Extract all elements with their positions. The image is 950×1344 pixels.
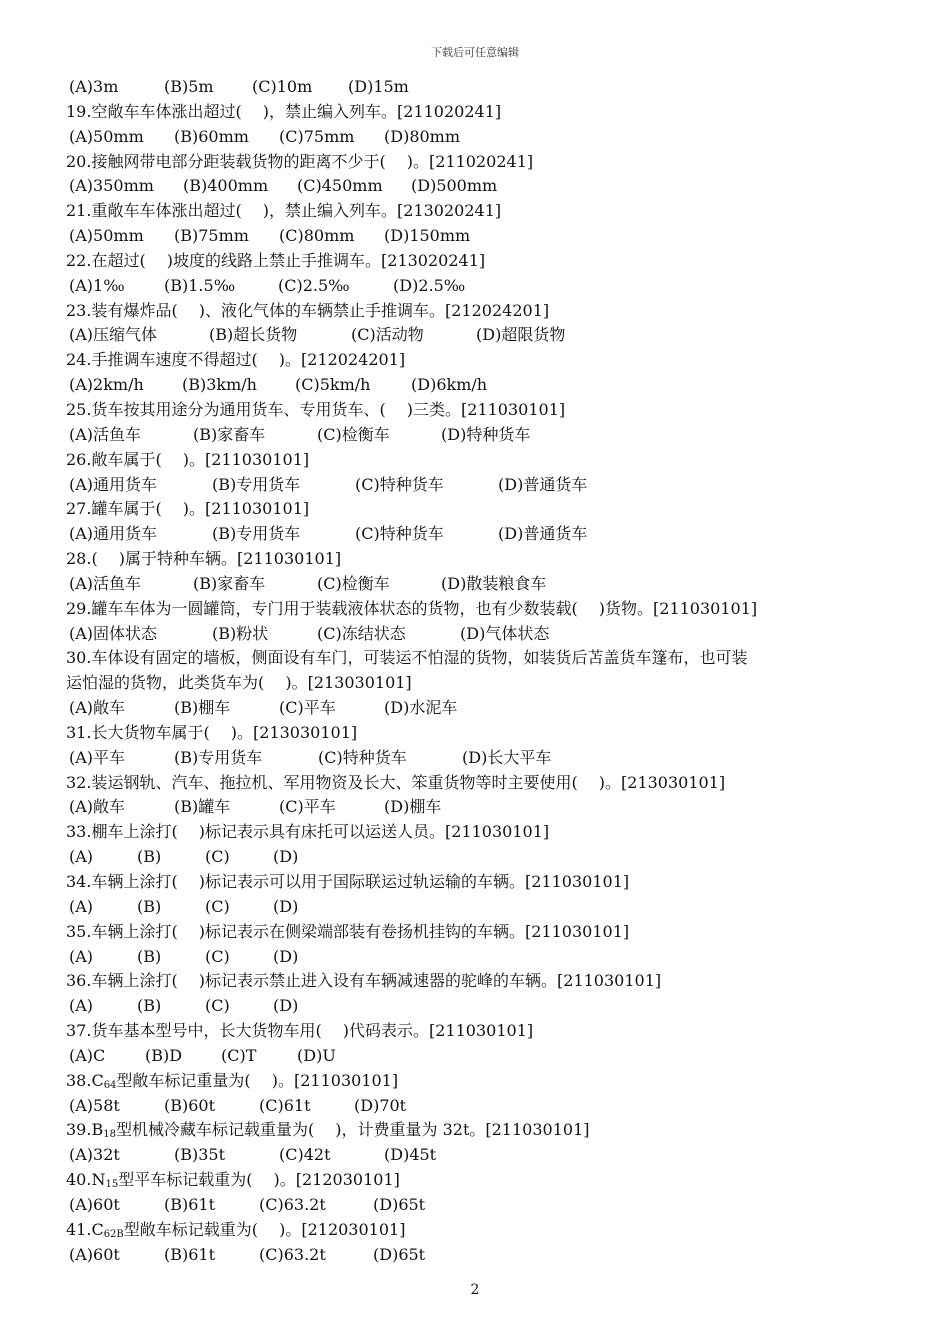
answer-options-row — [66, 945, 896, 970]
question-line: 30.车体设有固定的墙板，侧面设有车门，可装运不怕湿的货物，如装货后苫盖货车篷布，也可装 — [66, 648, 748, 668]
question-line: 34.车辆上涂打( )标记表示可以用于国际联运过轨运输的车辆。[211030101] — [66, 872, 630, 891]
answer-options-row — [66, 1243, 896, 1268]
answer-option: (B)3km/h — [182, 375, 257, 395]
answer-options-row — [66, 224, 896, 249]
answer-option: (D)特种货车 — [441, 424, 531, 444]
answer-option: (D)65t — [373, 1244, 426, 1264]
question-line: 26.敞车属于( )。[211030101] — [66, 449, 310, 469]
question-text: 40.N — [66, 1170, 106, 1190]
answer-option: (C)特种货车 — [355, 524, 444, 544]
answer-options-row — [66, 75, 896, 100]
answer-option: (C)2.5‰ — [278, 275, 350, 295]
answer-option: (B)罐车 — [174, 797, 231, 817]
answer-options-row — [66, 1143, 896, 1168]
question-line: 29.罐车车体为一圆罐筒，专门用于装载液体状态的货物，也有少数装载( )货物。[211030101] — [66, 598, 758, 618]
answer-option: (B) — [137, 847, 162, 867]
question-line — [66, 1218, 896, 1243]
answer-option: (D) — [273, 996, 299, 1016]
model-subscript: 15 — [105, 1179, 119, 1191]
answer-options-row — [66, 1193, 896, 1218]
answer-option: (D)2.5‰ — [393, 275, 466, 295]
answer-option: (A)350mm — [69, 176, 154, 196]
answer-option: (B)75mm — [174, 226, 249, 246]
model-subscript: 18 — [103, 1129, 116, 1141]
question-text: 型机械冷藏车标记载重量为( )，计费重量为 32t。[211030101] — [115, 1120, 590, 1140]
answer-option: (A)固体状态 — [69, 623, 158, 643]
answer-option: (D) — [273, 896, 299, 916]
answer-option: (A)通用货车 — [69, 524, 158, 544]
answer-options-row — [66, 1044, 896, 1069]
question-line — [66, 1069, 896, 1094]
answer-option: (D)150mm — [384, 226, 471, 246]
answer-option: (A)3m — [69, 77, 119, 96]
answer-option: (D)6km/h — [411, 375, 488, 395]
model-subscript: 62B — [103, 1228, 124, 1240]
answer-option: (B)专用货车 — [212, 474, 301, 494]
question-line: 27.罐车属于( )。[211030101] — [66, 499, 310, 519]
answer-option: (A)2km/h — [69, 375, 144, 395]
answer-option: (B) — [137, 996, 162, 1016]
question-line: 21.重敞车车体涨出超过( )，禁止编入列车。[213020241] — [66, 201, 502, 221]
answer-option: (B)35t — [174, 1145, 226, 1165]
answer-options-row — [66, 1094, 896, 1119]
answer-option: (C)特种货车 — [318, 747, 407, 767]
question-line — [66, 1118, 896, 1143]
answer-option: (C)80mm — [279, 226, 355, 246]
question-line: 23.装有爆炸品( )、液化气体的车辆禁止手推调车。[212024201] — [66, 300, 550, 320]
answer-option: (B)D — [145, 1045, 183, 1065]
answer-option: (C)平车 — [279, 797, 336, 817]
answer-option: (D)80mm — [384, 126, 461, 146]
answer-option: (D)棚车 — [384, 797, 442, 817]
answer-option: (C)T — [221, 1045, 257, 1065]
answer-option: (C) — [205, 847, 230, 867]
answer-option: (B)1.5‰ — [164, 275, 236, 295]
answer-option: (D)散装粮食车 — [441, 573, 547, 593]
question-text: 型平车标记载重为( )。[212030101] — [118, 1170, 400, 1190]
answer-option: (B) — [137, 896, 162, 916]
answer-option: (C) — [205, 996, 230, 1016]
question-line: 33.棚车上涂打( )标记表示具有床托可以运送人员。[211030101] — [66, 822, 550, 842]
answer-option: (A)C — [69, 1045, 106, 1065]
answer-option: (B)61t — [164, 1244, 216, 1264]
answer-option: (D)45t — [384, 1145, 437, 1165]
question-text: 型敞车标记载重为( )。[212030101] — [123, 1219, 406, 1239]
question-line: 28.( )属于特种车辆。[211030101] — [66, 549, 342, 569]
answer-option: (C)检衡车 — [317, 424, 390, 444]
answer-option: (B)超长货物 — [209, 325, 298, 345]
answer-option: (A) — [69, 847, 94, 867]
answer-option: (A) — [69, 996, 94, 1016]
answer-options-row — [66, 125, 896, 150]
answer-option: (D) — [273, 847, 299, 867]
answer-option: (D)超限货物 — [476, 325, 566, 345]
answer-option: (A)1‰ — [69, 275, 125, 295]
answer-option: (D)普通货车 — [498, 474, 588, 494]
question-line: 32.装运钢轨、汽车、拖拉机、军用物资及长大、笨重货物等时主要使用( )。[213030101] — [66, 772, 726, 792]
answer-option: (D)65t — [373, 1194, 426, 1214]
answer-option: (B)专用货车 — [212, 524, 301, 544]
answer-options-row — [66, 323, 896, 348]
question-line: 37.货车基本型号中，长大货物车用( )代码表示。[211030101] — [66, 1021, 534, 1041]
answer-option: (A)压缩气体 — [69, 325, 158, 345]
question-text: 39.B — [66, 1120, 104, 1140]
answer-option: (C)450mm — [297, 176, 383, 196]
answer-option: (B)家畜车 — [193, 573, 266, 593]
answer-option: (C)冻结状态 — [317, 623, 406, 643]
answer-options-row — [66, 795, 896, 820]
answer-options-row — [66, 845, 896, 870]
answer-options-row — [66, 274, 896, 299]
answer-option: (C)61t — [259, 1095, 311, 1115]
question-line: 22.在超过( )坡度的线路上禁止手推调车。[213020241] — [66, 250, 486, 270]
answer-options-row — [66, 696, 896, 721]
answer-option: (A)敞车 — [69, 698, 126, 718]
answer-option: (C)5km/h — [295, 375, 371, 395]
answer-option: (B)家畜车 — [193, 424, 266, 444]
answer-option: (C)10m — [252, 77, 313, 96]
answer-option: (B)5m — [164, 77, 214, 96]
question-line: 20.接触网带电部分距装载货物的距离不少于( )。[211020241] — [66, 151, 534, 171]
answer-options-row — [66, 746, 896, 771]
answer-option: (A)60t — [69, 1194, 120, 1214]
answer-option: (C)活动物 — [351, 325, 424, 345]
answer-option: (B)61t — [164, 1194, 216, 1214]
answer-options-row — [66, 994, 896, 1019]
answer-option: (B)粉状 — [212, 623, 269, 643]
answer-options-row — [66, 473, 896, 498]
answer-option: (D)普通货车 — [498, 524, 588, 544]
answer-options-row — [66, 572, 896, 597]
answer-option: (C)75mm — [279, 126, 355, 146]
question-text: 型敞车标记重量为( )。[211030101] — [116, 1070, 399, 1090]
answer-option: (D)水泥车 — [384, 698, 458, 718]
answer-options-row — [66, 373, 896, 398]
answer-option: (D)U — [297, 1045, 336, 1065]
answer-option: (C) — [205, 896, 230, 916]
question-line: 运怕湿的货物，此类货车为( )。[213030101] — [66, 673, 412, 693]
answer-options-row — [66, 622, 896, 647]
answer-option: (D) — [273, 946, 299, 966]
answer-option: (C)特种货车 — [355, 474, 444, 494]
answer-option: (A)58t — [69, 1095, 120, 1115]
question-list — [66, 75, 896, 1268]
question-line — [66, 1168, 896, 1193]
answer-option: (A)50mm — [69, 126, 144, 146]
question-line: 25.货车按其用途分为通用货车、专用货车、( )三类。[211030101] — [66, 399, 566, 419]
answer-option: (C)63.2t — [259, 1194, 326, 1214]
question-line: 31.长大货物车属于( )。[213030101] — [66, 722, 358, 742]
answer-option: (D)500mm — [411, 176, 498, 196]
answer-option: (A)活鱼车 — [69, 573, 142, 593]
answer-option: (B)棚车 — [174, 698, 231, 718]
answer-option: (B)400mm — [183, 176, 269, 196]
answer-options-row — [66, 522, 896, 547]
answer-option: (C)平车 — [279, 698, 336, 718]
answer-option: (D)长大平车 — [462, 747, 552, 767]
answer-option: (A) — [69, 946, 94, 966]
answer-option: (A)平车 — [69, 747, 126, 767]
answer-option: (C)42t — [279, 1145, 331, 1165]
page-number: 2 — [470, 1282, 480, 1298]
answer-option: (B)60mm — [174, 126, 249, 146]
answer-option: (A)32t — [69, 1145, 120, 1165]
answer-option: (B)60t — [164, 1095, 216, 1115]
answer-option: (A)50mm — [69, 226, 144, 246]
question-line: 24.手推调车速度不得超过( )。[212024201] — [66, 350, 406, 370]
answer-option: (D)70t — [354, 1095, 407, 1115]
answer-option: (D)15m — [348, 77, 409, 96]
answer-option: (A)活鱼车 — [69, 424, 142, 444]
question-text: 38.C — [66, 1070, 104, 1090]
answer-option: (C)63.2t — [259, 1244, 326, 1264]
answer-options-row — [66, 895, 896, 920]
answer-option: (B)专用货车 — [174, 747, 263, 767]
question-line: 19.空敞车车体涨出超过( )，禁止编入列车。[211020241] — [66, 101, 502, 121]
answer-option: (A) — [69, 896, 94, 916]
answer-option: (D)气体状态 — [460, 623, 550, 643]
answer-option: (C) — [205, 946, 230, 966]
page-header: 下载后可任意编辑 — [431, 46, 519, 59]
model-subscript: 64 — [103, 1079, 117, 1091]
answer-option: (B) — [137, 946, 162, 966]
question-text: 41.C — [66, 1219, 104, 1239]
answer-option: (A)敞车 — [69, 797, 126, 817]
answer-options-row — [66, 423, 896, 448]
answer-option: (C)检衡车 — [317, 573, 390, 593]
answer-option: (A)60t — [69, 1244, 120, 1264]
question-line: 35.车辆上涂打( )标记表示在侧梁端部装有卷扬机挂钩的车辆。[211030101] — [66, 921, 630, 941]
answer-option: (A)通用货车 — [69, 474, 158, 494]
answer-options-row — [66, 174, 896, 199]
question-line: 36.车辆上涂打( )标记表示禁止进入设有车辆减速器的驼峰的车辆。[211030101] — [66, 971, 662, 991]
